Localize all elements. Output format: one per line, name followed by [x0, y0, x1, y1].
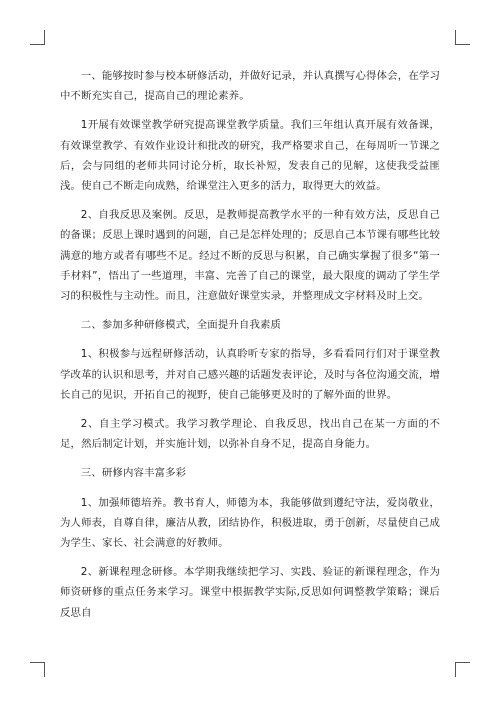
crop-mark-bottom-left: [30, 662, 45, 677]
section-heading: 三、研修内容丰富多彩: [80, 467, 187, 480]
section-heading: 二、参加多种研修模式，全面提升自我素质: [80, 319, 282, 332]
crop-mark-bottom-right: [455, 662, 470, 677]
paragraph: 一、能够按时参与校本研修活动，并做好记录，并认真撰写心得体会，在学习中不断充实自己，提高自己的理论素养。: [60, 70, 440, 103]
paragraph: 1开展有效课堂教学研究提高课堂教学质量。我们三年组认真开展有效备课，有效课堂教学、有效作业设计和批改的研究，我严格要求自己，在每周听一节课之后，会与同组的老师共同讨论分析，取长补短，发表自己的见解，这使我受益匪浅。使自己不断走向成熟，给课堂注入更多的活力，取得更大的效益。: [60, 119, 440, 193]
crop-mark-top-right: [455, 30, 470, 45]
paragraph: 2、自我反思及案例。反思，是教师提高教学水平的一种有效方法，反思自己的备课；反思上课时遇到的问题，自己是怎样处理的；反思自己本节课有哪些比较满意的地方或者有哪些不足。经过不断的反思与积累，自己确实掌握了很多“第一手材料”，悟出了一些道理，丰富、完善了自己的课堂，最大限度的调动了学生学习的积极性与主动性。而且，注意做好课堂实录，并整理成文字材料及时上交。: [60, 209, 440, 303]
crop-mark-top-left: [30, 30, 45, 45]
paragraph: 2、新课程理念研修。本学期我继续把学习、实践、验证的新课程理念，作为师资研修的重点任务来学习。课堂中根据教学实际,反思如何调整教学策略；课后反思自: [60, 566, 440, 619]
paragraph: 1、加强师德培养。教书育人，师德为本，我能够做到遵纪守法，爱岗敬业，为人师表，自尊自律，廉洁从教，团结协作，积极进取，勇于创新，尽量使自己成为学生、家长、社会满意的好教师。: [60, 496, 440, 550]
paragraph: 2、自主学习模式。我学习教学理论、自我反思，找出自己在某一方面的不足，然后制定计划，并实施计划，以弥补自身不足，提高自身能力。: [60, 418, 440, 451]
document-body: [60, 66, 440, 681]
paragraph: 1、积极参与远程研修活动，认真聆听专家的指导，多看看同行们对于课堂教学改革的认识和思考，并对自己感兴趣的话题发表评论，及时与各位沟通交流，增长自己的见识，开拓自己的视野，使自己能够更及时的了解外面的世界。: [60, 348, 440, 401]
